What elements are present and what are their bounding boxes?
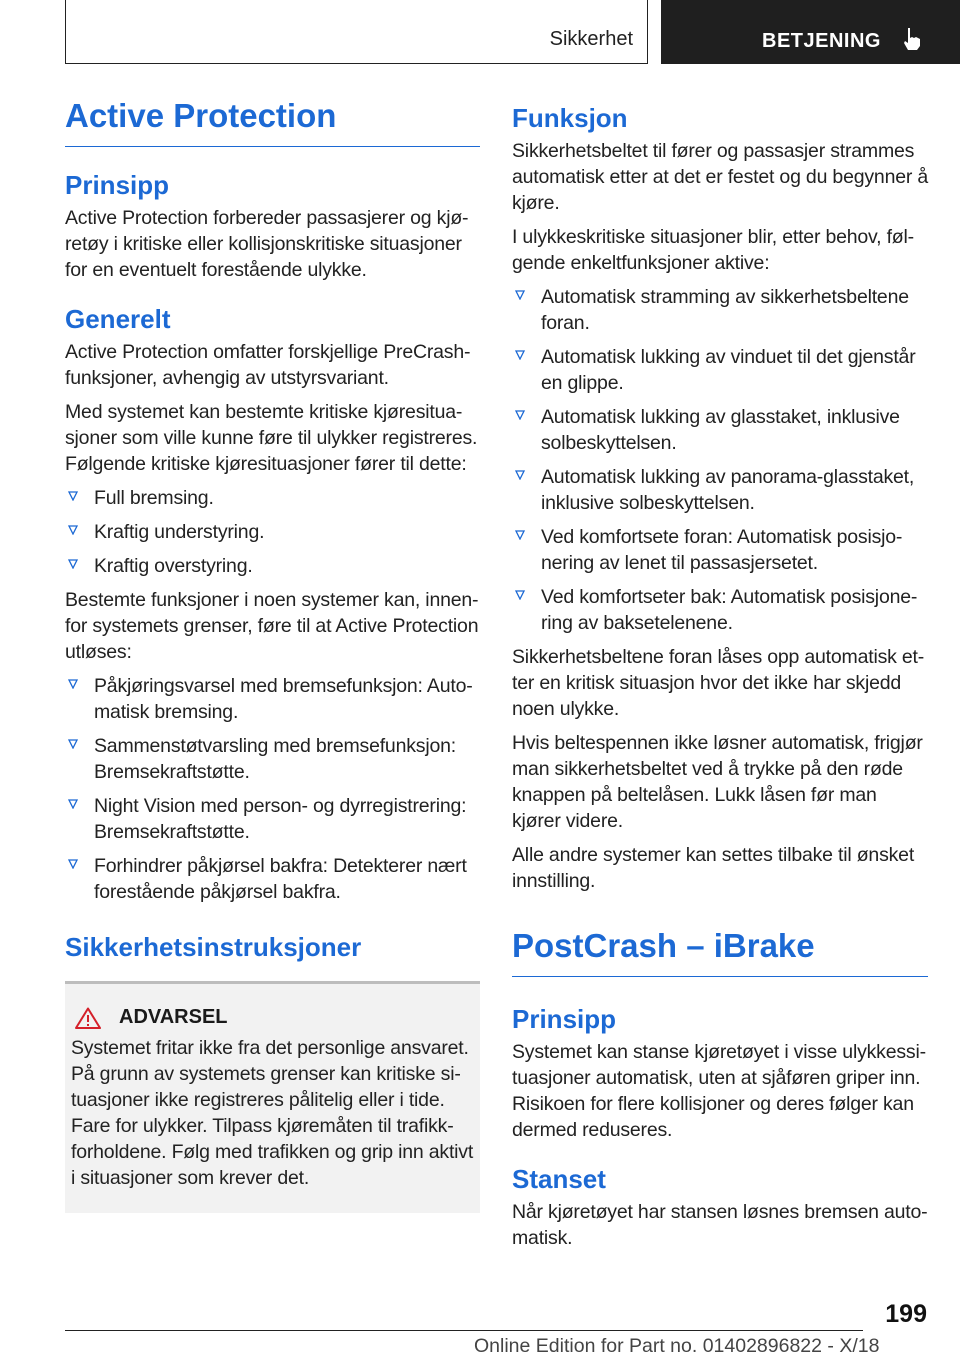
header-chapter-title: BETJENING (762, 30, 881, 52)
postcrash-prinsipp-heading: Prinsipp (512, 1004, 617, 1034)
warning-text: Systemet fritar ikke fra det personlige ansvaret. På grunn av systemets grenser kan kritiske situasjoner ikke registreres pålitelig eller i tide. Fare for ulykker. Tilpass kjøremåten til trafikkforholdene. Følg med trafikken og grip inn aktivt i situasjoner som krever det. (71, 1037, 474, 1189)
list-item: Automatisk lukking av vinduet til det gjenstår en glippe. (512, 344, 928, 396)
trigger-functions-list (65, 673, 480, 905)
postcrash-title: PostCrash – iBrake (512, 927, 815, 964)
list-item: Ved komfortseter bak: Automatisk posisjonering av baksetelenene. (512, 584, 928, 636)
funksjon-paragraph-5: Alle andre systemer kan settes tilbake til ønsket innstilling. (512, 844, 915, 892)
warning-title: ADVARSEL (119, 1006, 228, 1028)
bullet-triangle-icon (515, 470, 525, 480)
bullet-triangle-icon (68, 559, 78, 569)
warning-title-row (71, 1006, 474, 1029)
safety-heading: Sikkerhetsinstruksjoner (65, 932, 362, 962)
list-item: Automatisk lukking av glasstaket, inklusive solbeskyttelsen. (512, 404, 928, 456)
list-item: Night Vision med person- og dyrregistrering: Bremsekraftstøtte. (65, 793, 480, 845)
funksjon-paragraph-2: I ulykkeskritiske situasjoner blir, etter behov, følgende enkeltfunksjoner aktive: (512, 226, 915, 274)
list-item: Påkjøringsvarsel med bremsefunksjon: Automatisk bremsing. (65, 673, 480, 725)
list-item: Sammenstøtvarsling med bremsefunksjon: Bremsekraftstøtte. (65, 733, 480, 785)
title-rule (65, 146, 480, 147)
bullet-triangle-icon (68, 799, 78, 809)
bullet-triangle-icon (515, 350, 525, 360)
single-functions-list (512, 284, 928, 636)
funksjon-paragraph-1: Sikkerhetsbeltet til fører og passasjer strammes automatisk etter at det er festet og du begynner å kjøre. (512, 140, 929, 214)
generelt-paragraph-1: Active Protection omfatter forskjellige PreCrash-funksjoner, avhengig av utstyrsvariant. (65, 341, 471, 389)
header-chapter-tab (661, 0, 960, 64)
page-title: Active Protection (65, 97, 337, 134)
prinsipp-text: Active Protection forbereder passasjerer og kjøretøy i kritiske eller kollisjonskritiske situasjoner for en eventuelt forestående ulykke. (65, 207, 469, 281)
postcrash-title-rule (512, 976, 928, 977)
bullet-triangle-icon (515, 530, 525, 540)
header-section-title: Sikkerhet (549, 28, 633, 50)
header-section-box (65, 0, 648, 64)
footer-edition-text: Online Edition for Part no. 01402896822 - X/18 (474, 1335, 880, 1357)
list-item: Automatisk stramming av sikkerhetsbeltene foran. (512, 284, 928, 336)
list-item: Kraftig understyring. (65, 519, 480, 545)
bullet-triangle-icon (68, 859, 78, 869)
right-column (512, 96, 928, 1259)
prinsipp-heading: Prinsipp (65, 170, 170, 200)
footer-rule (65, 1330, 863, 1331)
list-item: Automatisk lukking av panorama-glasstaket, inklusive solbeskyttelsen. (512, 464, 928, 516)
bullet-triangle-icon (515, 590, 525, 600)
bullet-triangle-icon (68, 491, 78, 501)
generelt-paragraph-3: Bestemte funksjoner i noen systemer kan, innenfor systemets grenser, føre til at Active Protection utløses: (65, 589, 479, 663)
warning-box (65, 981, 480, 1213)
bullet-triangle-icon (515, 410, 525, 420)
list-item: Kraftig overstyring. (65, 553, 480, 579)
bullet-triangle-icon (68, 525, 78, 535)
pointing-hand-icon (899, 26, 925, 52)
list-item: Full bremsing. (65, 485, 480, 511)
funksjon-heading: Funksjon (512, 103, 628, 133)
critical-situations-list (65, 485, 480, 579)
page-number: 199 (885, 1300, 927, 1328)
funksjon-paragraph-3: Sikkerhetsbeltene foran låses opp automatisk etter en kritisk situasjon hvor det ikke har skjedd noen ulykke. (512, 646, 925, 720)
bullet-triangle-icon (68, 739, 78, 749)
stanset-text: Når kjøretøyet har stansen løsnes bremsen automatisk. (512, 1201, 928, 1249)
postcrash-prinsipp-text: Systemet kan stanse kjøretøyet i visse ulykkessituasjoner automatisk, uten at sjåføren griper inn. Risikoen for flere kollisjoner og deres følger kan dermed reduseres. (512, 1041, 927, 1141)
generelt-paragraph-2: Med systemet kan bestemte kritiske kjøresituasjoner som ville kunne føre til ulykker registreres. Følgende kritiske kjøresituasjoner fører til dette: (65, 401, 478, 475)
left-column (65, 96, 480, 1213)
stanset-heading: Stanset (512, 1164, 606, 1194)
list-item: Ved komfortsete foran: Automatisk posisjonering av lenet til passasjersetet. (512, 524, 928, 576)
funksjon-paragraph-4: Hvis beltespennen ikke løsner automatisk, frigjør man sikkerhetsbeltet ved å trykke på den røde knappen på beltelåsen. Lukk låsen før man kjører videre. (512, 732, 923, 832)
generelt-heading: Generelt (65, 304, 171, 334)
list-item: Forhindrer påkjørsel bakfra: Detekterer nært forestående påkjørsel bakfra. (65, 853, 480, 905)
bullet-triangle-icon (68, 679, 78, 689)
warning-triangle-icon (75, 1007, 101, 1029)
bullet-triangle-icon (515, 290, 525, 300)
